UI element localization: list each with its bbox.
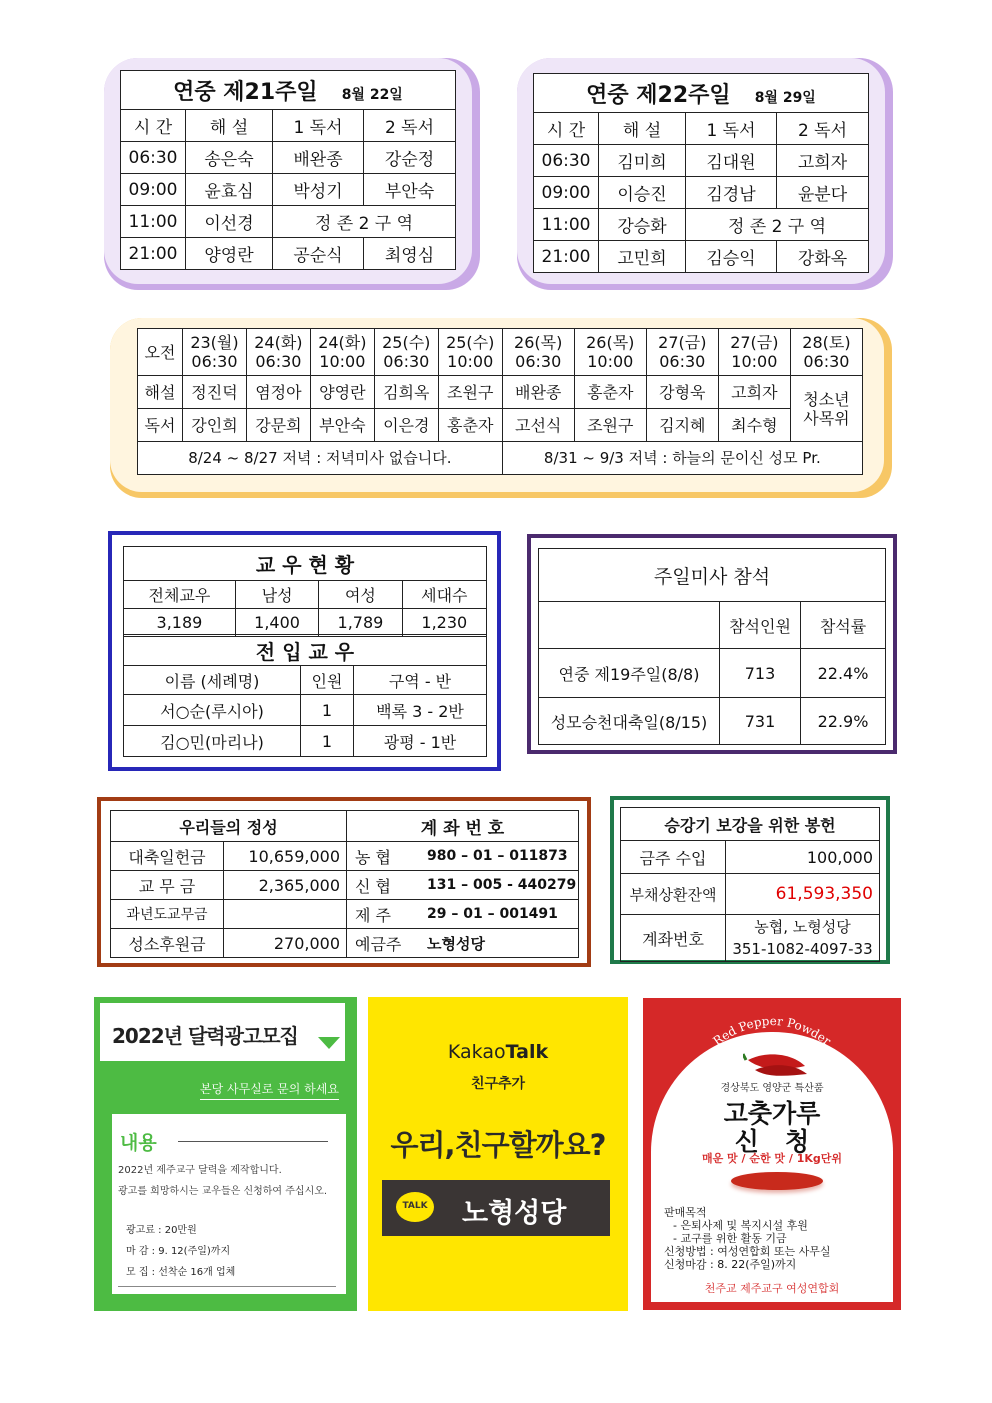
calendar-ad-content xyxy=(112,1114,346,1294)
name-cell: 강승화 xyxy=(599,209,686,241)
pepper-ad xyxy=(643,998,901,1310)
name-cell: 강순정 xyxy=(364,142,456,174)
bank-name: 제 주 xyxy=(347,900,420,929)
offering-title: 우리들의 정성 xyxy=(111,811,347,842)
name-cell: 고희자 xyxy=(777,145,869,177)
header-name: 이름 (세례명) xyxy=(124,666,301,695)
name-cell: 이선경 xyxy=(186,206,273,238)
time-cell: 21:00 xyxy=(121,238,186,270)
pepper-method: 신청방법 : 여성연합회 또는 사무실 xyxy=(664,1245,831,1258)
name-cell: 양영란 xyxy=(310,376,374,409)
name-cell: 고희자 xyxy=(718,376,790,409)
name-cell: 고민희 xyxy=(599,241,686,273)
income-label: 금주 수입 xyxy=(621,841,726,874)
content-line2: 광고를 희망하시는 교우들은 신청하여 주십시오. xyxy=(118,1186,328,1197)
attendance-box xyxy=(527,534,897,754)
header-total: 전체교우 xyxy=(124,581,236,609)
week22-box xyxy=(517,58,885,284)
name-cell: 김지혜 xyxy=(646,409,718,442)
kakao-headline: 우리,친구할까요? xyxy=(390,1128,606,1162)
income-value: 100,000 xyxy=(726,841,880,874)
row-label: 해설 xyxy=(138,376,183,409)
kakao-name-bar xyxy=(382,1180,610,1236)
header-district: 구역 - 반 xyxy=(354,666,487,695)
pepper-deadline: 신청마감 : 8. 22(주일)까지 xyxy=(664,1258,797,1271)
transfer-count: 1 xyxy=(301,695,354,726)
calendar-ad-title: 2022년 달력광고모집 xyxy=(112,1024,298,1048)
week21-box xyxy=(104,58,472,284)
transfer-district: 백록 3 - 2반 xyxy=(354,695,487,726)
header-commentary: 해 설 xyxy=(599,113,686,145)
account-cell: 농협, 노형성당 351-1082-4097-33 xyxy=(726,915,880,962)
district-cell: 정 존 2 구 역 xyxy=(273,206,456,238)
households-value: 1,230 xyxy=(402,609,486,637)
content-fee: 광고료 : 20만원 xyxy=(126,1225,197,1236)
content-line1: 2022년 제주교구 달력을 제작합니다. xyxy=(118,1165,282,1176)
debt-value: 61,593,350 xyxy=(726,874,880,915)
time-cell: 21:00 xyxy=(534,241,599,273)
name-cell: 고선식 xyxy=(502,409,574,442)
calendar-ad-title-bar xyxy=(100,1003,345,1061)
male-value: 1,400 xyxy=(235,609,318,637)
header-reading2: 2 독서 xyxy=(777,113,869,145)
pepper-origin: 경상북도 영양군 특산품 xyxy=(720,1083,824,1094)
time-cell: 06:30 xyxy=(534,145,599,177)
header-reading1: 1 독서 xyxy=(686,113,777,145)
week22-table xyxy=(533,73,869,273)
pepper-footer: 천주교 제주교구 여성연합회 xyxy=(704,1282,840,1295)
offering-box xyxy=(97,797,591,967)
weekday-box xyxy=(110,318,884,492)
day-cell: 27(금) 06:30 xyxy=(646,329,718,376)
name-cell: 이은경 xyxy=(374,409,438,442)
header-count: 인원 xyxy=(301,666,354,695)
name-cell: 김승익 xyxy=(686,241,777,273)
weekday-reading-row xyxy=(138,409,863,442)
transfer-count: 1 xyxy=(301,726,354,757)
header-attendees: 참석인원 xyxy=(720,602,801,649)
offering-label: 대축일헌금 xyxy=(111,842,224,871)
parish-status-table xyxy=(123,546,487,637)
name-cell: 이승진 xyxy=(599,177,686,209)
female-value: 1,789 xyxy=(319,609,402,637)
account-holder-label: 예금주 xyxy=(347,929,420,958)
transfer-table xyxy=(123,634,487,757)
attendance-table xyxy=(538,548,886,745)
name-cell: 부안숙 xyxy=(364,174,456,206)
account-number: 131 – 005 - 440279 xyxy=(419,871,579,900)
kakao-brand: KakaoTalk xyxy=(447,1041,549,1063)
pepper-powder-icon xyxy=(731,1172,823,1190)
day-cell: 28(토) 06:30 xyxy=(790,329,862,376)
header-rate: 참석률 xyxy=(801,602,886,649)
weekday-commentary-row xyxy=(138,376,863,409)
bank-name: 농 협 xyxy=(347,842,420,871)
kakao-ad xyxy=(368,997,628,1311)
red-pepper-icon xyxy=(743,1048,813,1078)
parish-status-box xyxy=(108,531,501,771)
header-reading2: 2 독서 xyxy=(364,110,456,142)
rosary-note: 8/31 ~ 9/3 저녁 : 하늘의 문이신 성모 Pr. xyxy=(502,442,862,475)
transfer-name: 김○민(마리나) xyxy=(124,726,301,757)
district-cell: 정 존 2 구 역 xyxy=(686,209,869,241)
name-cell: 부안숙 xyxy=(310,409,374,442)
calendar-ad xyxy=(94,997,357,1311)
day-cell: 24(화) 10:00 xyxy=(310,329,374,376)
name-cell: 강인희 xyxy=(183,409,247,442)
time-cell: 09:00 xyxy=(121,174,186,206)
weekday-table xyxy=(137,328,863,475)
pepper-purpose-1: - 은퇴사제 및 복지시설 후원 xyxy=(673,1219,808,1232)
name-cell: 조원구 xyxy=(574,409,646,442)
time-cell: 11:00 xyxy=(121,206,186,238)
day-cell: 27(금) 10:00 xyxy=(718,329,790,376)
bank-name: 신 협 xyxy=(347,871,420,900)
name-cell: 조원구 xyxy=(438,376,502,409)
week21-title: 연중 제21주일 8월 22일 xyxy=(121,71,456,110)
offering-label: 과년도교무금 xyxy=(111,900,224,929)
account-number: 980 – 01 – 011873 xyxy=(419,842,579,871)
elevator-title: 승강기 보강을 위한 봉헌 xyxy=(621,808,880,841)
offering-amount: 10,659,000 xyxy=(224,842,347,871)
account-title: 계 좌 번 호 xyxy=(347,811,579,842)
name-cell: 염정아 xyxy=(246,376,310,409)
kakao-add-friend: 친구추가 xyxy=(470,1076,526,1092)
offering-label: 성소후원금 xyxy=(111,929,224,958)
name-cell: 윤분다 xyxy=(777,177,869,209)
name-cell: 홍춘자 xyxy=(574,376,646,409)
debt-label: 부채상환잔액 xyxy=(621,874,726,915)
day-cell: 25(수) 06:30 xyxy=(374,329,438,376)
offering-amount: 2,365,000 xyxy=(224,871,347,900)
transfer-name: 서○순(루시아) xyxy=(124,695,301,726)
pepper-title-1: 고춧가루 xyxy=(723,1099,821,1128)
header-time: 시 간 xyxy=(121,110,186,142)
rate-value: 22.4% xyxy=(801,649,886,698)
header-households: 세대수 xyxy=(402,581,486,609)
pepper-purpose-label: 판매목적 xyxy=(664,1206,707,1219)
offering-label: 교 무 금 xyxy=(111,871,224,900)
account-number: 29 – 01 – 001491 xyxy=(419,900,579,929)
time-cell: 11:00 xyxy=(534,209,599,241)
name-cell: 정진덕 xyxy=(183,376,247,409)
attendees-value: 731 xyxy=(720,698,801,745)
day-cell: 25(수) 10:00 xyxy=(438,329,502,376)
total-value: 3,189 xyxy=(124,609,236,637)
header-male: 남성 xyxy=(235,581,318,609)
pepper-purpose-2: - 교구를 위한 활동 기금 xyxy=(673,1232,787,1245)
arc-text: Red Pepper Powder xyxy=(710,1013,834,1049)
transfer-title: 전 입 교 우 xyxy=(124,635,487,666)
triangle-down-icon xyxy=(318,1037,340,1049)
week22-title: 연중 제22주일 8월 29일 xyxy=(534,74,869,113)
rate-value: 22.9% xyxy=(801,698,886,745)
mass-name: 연중 제19주일(8/8) xyxy=(539,649,720,698)
name-cell: 김미희 xyxy=(599,145,686,177)
calendar-ad-subtitle: 본당 사무실로 문의 하세요 xyxy=(200,1080,339,1100)
content-divider xyxy=(178,1141,328,1142)
name-cell: 강화옥 xyxy=(777,241,869,273)
mass-name: 성모승천대축일(8/15) xyxy=(539,698,720,745)
talk-badge-label: TALK xyxy=(402,1201,428,1211)
day-cell: 23(월) 06:30 xyxy=(183,329,247,376)
name-cell: 양영란 xyxy=(186,238,273,270)
time-cell: 09:00 xyxy=(534,177,599,209)
attendees-value: 713 xyxy=(720,649,801,698)
parish-status-title: 교 우 현 황 xyxy=(124,547,487,581)
pepper-title-2: 신 청 xyxy=(734,1127,810,1156)
header-reading1: 1 독서 xyxy=(273,110,364,142)
offering-amount xyxy=(224,900,347,929)
name-cell: 김희옥 xyxy=(374,376,438,409)
content-recruit: 모 집 : 선착순 16개 업체 xyxy=(126,1267,236,1278)
name-cell: 강형욱 xyxy=(646,376,718,409)
name-cell: 박성기 xyxy=(273,174,364,206)
attendance-title: 주일미사 참석 xyxy=(539,549,886,602)
name-cell: 최영심 xyxy=(364,238,456,270)
header-commentary: 해 설 xyxy=(186,110,273,142)
week21-table xyxy=(120,70,456,270)
day-cell: 26(목) 10:00 xyxy=(574,329,646,376)
name-cell: 김경남 xyxy=(686,177,777,209)
content-bottom-rule xyxy=(118,1286,336,1287)
name-cell: 배완종 xyxy=(273,142,364,174)
account-holder: 노형성당 xyxy=(419,929,579,958)
name-cell: 공순식 xyxy=(273,238,364,270)
weekday-notes-row xyxy=(138,442,863,475)
content-heading: 내용 xyxy=(120,1132,157,1154)
blank-header xyxy=(539,602,720,649)
offering-amount: 270,000 xyxy=(224,929,347,958)
day-cell: 26(목) 06:30 xyxy=(502,329,574,376)
row-label: 독서 xyxy=(138,409,183,442)
kakao-parish-name: 노형성당 xyxy=(462,1198,567,1229)
evening-mass-note: 8/24 ~ 8/27 저녁 : 저녁미사 없습니다. xyxy=(138,442,503,475)
name-cell: 홍춘자 xyxy=(438,409,502,442)
header-time: 시 간 xyxy=(534,113,599,145)
account-label: 계좌번호 xyxy=(621,915,726,962)
elevator-fund-box xyxy=(610,796,890,964)
corner-cell: 오전 xyxy=(138,329,183,376)
transfer-district: 광평 - 1반 xyxy=(354,726,487,757)
pepper-spec: 매운 맛 / 순한 맛 / 1Kg단위 xyxy=(701,1152,843,1165)
header-female: 여성 xyxy=(319,581,402,609)
time-cell: 06:30 xyxy=(121,142,186,174)
offering-table xyxy=(110,810,579,958)
name-cell: 김대원 xyxy=(686,145,777,177)
name-cell: 송은숙 xyxy=(186,142,273,174)
weekday-days-row xyxy=(138,329,863,376)
name-cell: 배완종 xyxy=(502,376,574,409)
youth-committee-cell: 청소년 사목위 xyxy=(790,376,862,442)
name-cell: 윤효심 xyxy=(186,174,273,206)
name-cell: 강문희 xyxy=(246,409,310,442)
name-cell: 최수형 xyxy=(718,409,790,442)
day-cell: 24(화) 06:30 xyxy=(246,329,310,376)
elevator-fund-table xyxy=(620,807,880,962)
content-deadline: 마 감 : 9. 12(주일)까지 xyxy=(126,1246,231,1257)
